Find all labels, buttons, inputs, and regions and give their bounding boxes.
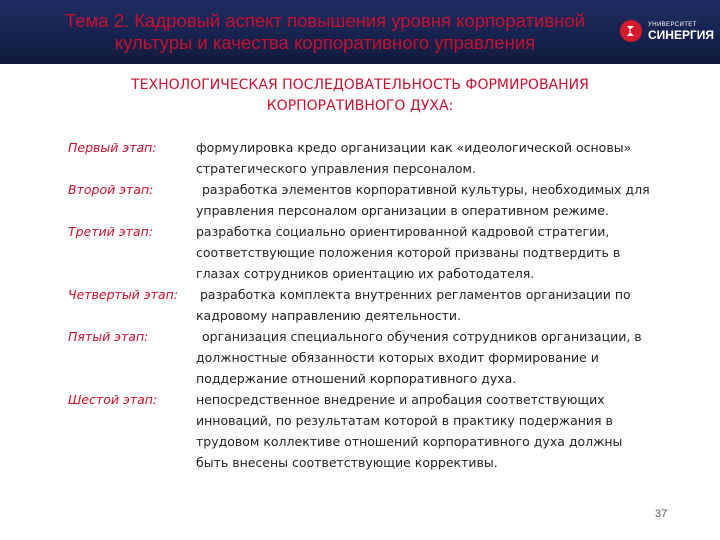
stage-description (196, 137, 686, 179)
stage-text-line: разработка комплекта внутренних регламентов организации по (200, 287, 631, 302)
section-heading-line2: КОРПОРАТИВНОГО ДУХА: (266, 98, 454, 114)
slide-title (30, 10, 620, 54)
stage-label: Второй этап: (68, 182, 154, 197)
stage-label: Четвертый этап: (68, 287, 178, 302)
stage-description (196, 326, 686, 389)
stage-text-line: разработка элементов корпоративной культуры, необходимых для (202, 182, 650, 197)
page-number: 37 (655, 508, 668, 520)
stage-text-line: инноваций, по результатам которой в практику подержания в (196, 413, 613, 428)
stage-text-line: разработка социально ориентированной кадровой стратегии, (196, 224, 610, 239)
stage-label: Первый этап: (68, 140, 157, 155)
stage-text-line: кадровому направлению деятельности. (196, 308, 461, 323)
stage-text-line: непосредственное внедрение и апробация соответствующих (196, 392, 605, 407)
stage-text-line: глазах сотрудников ориентацию их работодателя. (196, 266, 535, 281)
stage-label: Шестой этап: (68, 392, 158, 407)
university-logo (620, 17, 714, 45)
stage-text-line: быть внесены соответствующие коррективы. (196, 455, 498, 470)
slide-title-line1: Тема 2. Кадровый аспект повышения уровня корпоративной (65, 10, 585, 31)
stage-text-line: управления персоналом организации в оперативном режиме. (196, 203, 609, 218)
section-heading (60, 75, 660, 117)
header-bar (0, 0, 720, 64)
stage-text-line: должностные обязанности которых входит формирование и (196, 350, 599, 365)
stage-description (196, 389, 686, 473)
stage-label: Пятый этап: (68, 329, 149, 344)
stage-description (196, 179, 686, 221)
stage-text-line: соответствующие положения которой призваны подтвердить в (196, 245, 621, 260)
stage-label: Третий этап: (68, 224, 153, 239)
stage-text-line: стратегического управления персоналом. (196, 161, 476, 176)
stage-text-line: организация специального обучения сотрудников организации, в (202, 329, 642, 344)
slide-title-line2: культуры и качества корпоративного управления (114, 32, 536, 53)
stage-description (196, 221, 686, 284)
logo-caption: УНИВЕРСИТЕТ (648, 21, 697, 28)
logo-name: СИНЕРГИЯ (648, 27, 715, 42)
stage-text-line: поддержание отношений корпоративного духа. (196, 371, 517, 386)
section-heading-line1: ТЕХНОЛОГИЧЕСКАЯ ПОСЛЕДОВАТЕЛЬНОСТЬ ФОРМИРОВАНИЯ (131, 77, 589, 93)
logo-emblem-icon (620, 20, 642, 42)
stage-text-line: трудовом коллективе отношений корпоративного духа должны (196, 434, 623, 449)
stage-description (196, 284, 690, 326)
stage-text-line: формулировка кредо организации как «идеологической основы» (196, 140, 632, 155)
